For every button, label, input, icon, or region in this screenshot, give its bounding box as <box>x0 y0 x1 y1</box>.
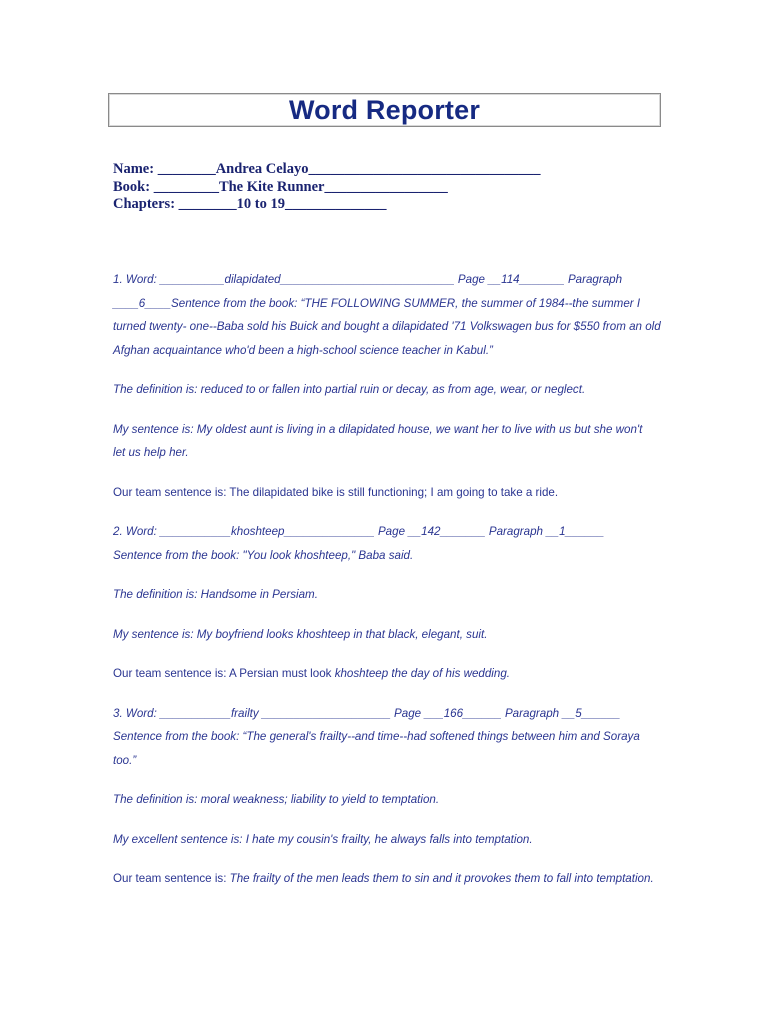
entry-1-sentence-line-3: Afghan acquaintance who'd been a high-school science teacher in Kabul.” <box>113 343 493 357</box>
entry-3-team-italic: The frailty of the men leads them to sin and it provokes them to fall into temptation. <box>229 872 654 885</box>
entry-1-sentence-line-1: ____6____Sentence from the book: “THE FOLLOWING SUMMER, the summer of 1984--the summer I <box>113 296 641 310</box>
page-title: Word Reporter <box>288 94 481 125</box>
entry-1-my-sentence-line-2: let us help her. <box>113 446 189 459</box>
entry-2-word-line: 2. Word: ___________khoshteep______________ Page __142_______ Paragraph __1______ <box>113 525 605 538</box>
title-box <box>108 93 661 127</box>
student-info <box>113 161 540 214</box>
entry-3-sentence-line-1: Sentence from the book: “The general's frailty--and time--had softened things between him and Soraya <box>113 730 640 743</box>
entry-3-sentence-line-2: too.” <box>113 753 137 767</box>
entry-2-my-sentence-line-1: My sentence is: My boyfriend looks khoshteep in that black, elegant, suit. <box>113 627 488 641</box>
entry-1-my-sentence-line-1: My sentence is: My oldest aunt is living in a dilapidated house, we want her to live with us but she won't <box>113 422 643 436</box>
entry-2-team-sentence <box>113 662 673 686</box>
entry-2-definition: The definition is: Handsome in Persiam. <box>113 588 318 601</box>
entry-1-team-sentence <box>113 481 673 505</box>
entry-3-definition: The definition is: moral weakness; liability to yield to temptation. <box>113 793 440 806</box>
entry-1-word-line: 1. Word: __________dilapidated___________________________ Page __114_______ Paragraph <box>113 273 623 286</box>
entry-2-team-prefix: Our team sentence is: A Persian must look <box>113 667 335 680</box>
entry-3-my-sentence-line-1: My excellent sentence is: I hate my cousin's frailty, he always falls into temptation. <box>113 832 533 846</box>
entry-1-definition: The definition is: reduced to or fallen into partial ruin or decay, as from age, wear, or neglect. <box>113 383 586 396</box>
name-line: Name: ________Andrea Celayo________________________________ <box>113 161 541 177</box>
word-entries <box>113 268 673 891</box>
book-line: Book: _________The Kite Runner_________________ <box>113 178 448 195</box>
entry-3-team-prefix: Our team sentence is: <box>113 872 230 885</box>
entry-2-sentence-line-1: Sentence from the book: "You look khoshteep," Baba said. <box>113 548 414 562</box>
entry-1-sentence-line-2: turned twenty- one--Baba sold his Buick and bought a dilapidated '71 Volkswagen bus for $550 from an old <box>113 320 661 333</box>
entry-3-team-sentence <box>113 867 673 891</box>
entry-2-team-italic: khoshteep the day of his wedding. <box>334 667 511 680</box>
entry-3-word-line: 3. Word: ___________frailty ____________________ Page ___166______ Paragraph __5______ <box>113 706 621 720</box>
chapters-line: Chapters: ________10 to 19______________ <box>113 196 387 212</box>
entry-1-team-prefix: Our team sentence is: The dilapidated bike is still functioning; I am going to take a ride. <box>113 485 559 499</box>
